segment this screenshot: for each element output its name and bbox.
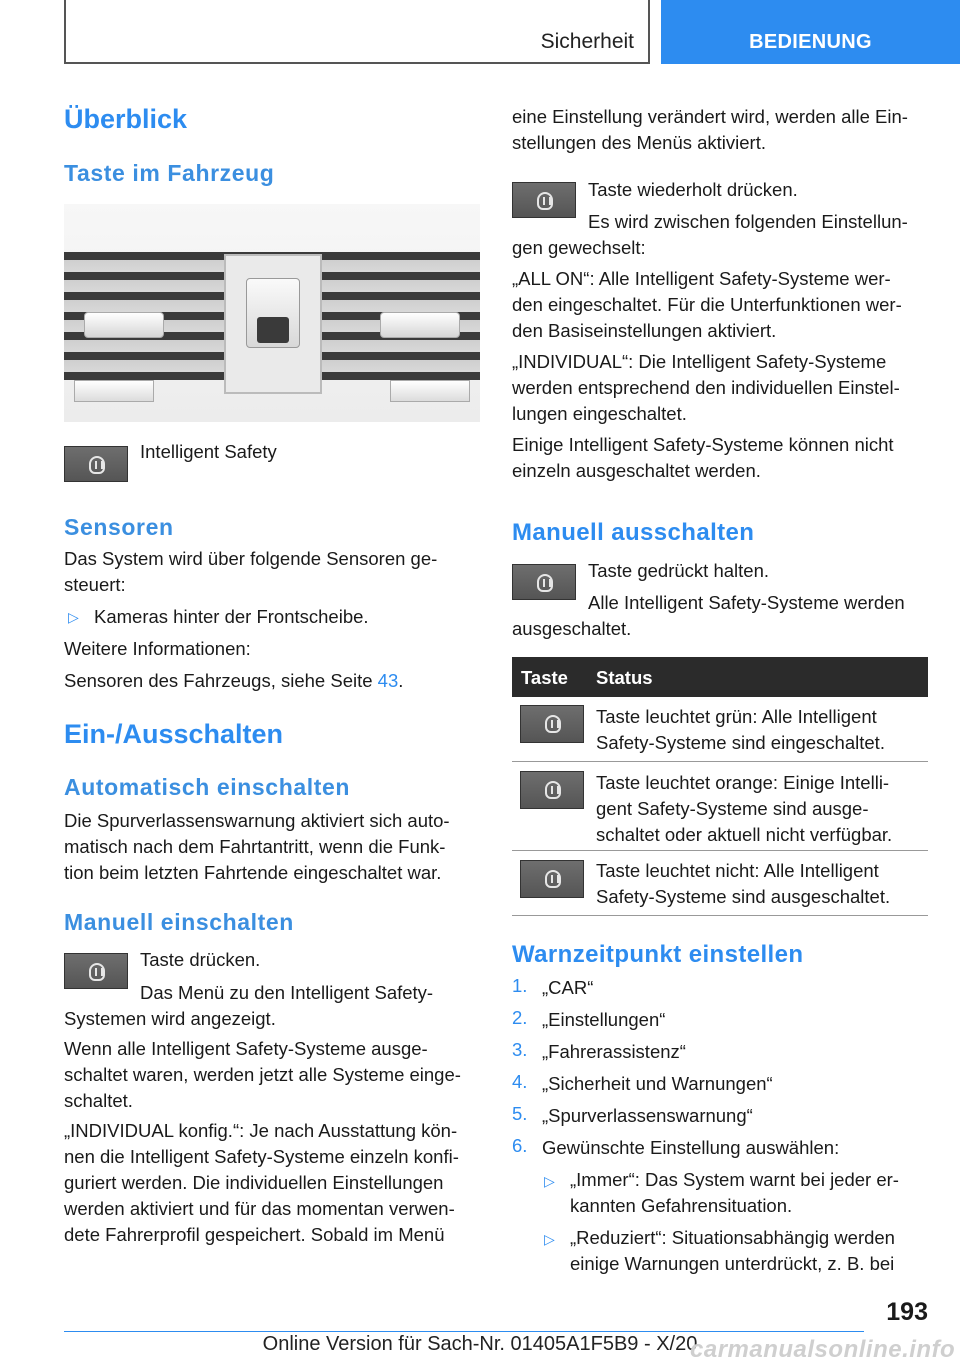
table-cell-status: schaltet oder aktuell nicht verfügbar.	[596, 824, 893, 845]
intelligent-safety-icon	[64, 953, 128, 989]
sub-option-text: „Reduziert“: Situationsabhängig werden	[570, 1227, 895, 1248]
manual-on-text: Das Menü zu den Intelligent Safety-	[140, 982, 434, 1003]
intelligent-safety-button	[246, 278, 300, 348]
intelligent-safety-icon	[520, 860, 584, 898]
chapter-tab-label: BEDIENUNG	[749, 31, 872, 53]
body-text: eine Einstellung verändert wird, werden alle Ein-	[512, 106, 908, 127]
step-number: 4.	[512, 1071, 528, 1092]
manual-on-text: werden aktiviert und für das momentan verwen-	[64, 1198, 455, 1219]
table-cell-status: Taste leuchtet grün: Alle Intelligent	[596, 706, 877, 727]
step-number: 2.	[512, 1007, 528, 1028]
body-text: „ALL ON“: Alle Intelligent Safety-Systeme wer-	[512, 268, 891, 289]
table-row	[512, 851, 928, 916]
manual-on-text: guriert werden. Die individuellen Einstellungen	[64, 1172, 444, 1193]
section-title-box	[64, 0, 650, 64]
step-number: 1.	[512, 975, 528, 996]
body-text: Es wird zwischen folgenden Einstellun-	[588, 211, 908, 232]
step-text: „Sicherheit und Warnungen“	[542, 1073, 773, 1094]
manual-on-text: Wenn alle Intelligent Safety-Systeme ausge-	[64, 1038, 428, 1059]
table-row	[512, 697, 928, 762]
vent-lower-left	[74, 380, 154, 402]
sensors-text: steuert:	[64, 574, 126, 595]
auto-text: tion beim letzten Fahrtende eingeschaltet war.	[64, 862, 442, 883]
page-link[interactable]: 43	[377, 670, 399, 691]
chapter-tab[interactable]	[661, 0, 960, 64]
body-text: Einige Intelligent Safety-Systeme können nicht	[512, 434, 894, 455]
body-text: den Basiseinstellungen aktiviert.	[512, 320, 777, 341]
vent-slider-left	[84, 312, 164, 338]
sub-option-text: kannten Gefahrensituation.	[570, 1195, 793, 1216]
intelligent-safety-icon	[520, 771, 584, 809]
see-page-text: Sensoren des Fahrzeugs, siehe Seite	[64, 670, 378, 691]
manual-on-text: schaltet.	[64, 1090, 133, 1111]
manual-on-text: schaltet waren, werden jetzt alle Systeme einge-	[64, 1064, 461, 1085]
table-col-button: Taste	[521, 667, 568, 688]
heading-sensors: Sensoren	[64, 514, 174, 540]
body-text: einzeln ausgeschaltet werden.	[512, 460, 761, 481]
table-row	[512, 762, 928, 851]
heading-manual-on: Manuell einschalten	[64, 909, 294, 935]
step-text: „Spurverlassenswarnung“	[542, 1105, 753, 1126]
see-page-line	[64, 668, 403, 694]
body-text: den eingeschaltet. Für die Unterfunktionen wer-	[512, 294, 902, 315]
bullet-marker: ▷	[68, 609, 79, 625]
page-number: 193	[886, 1298, 928, 1326]
body-text: stellungen des Menüs aktiviert.	[512, 132, 766, 153]
intelligent-safety-icon	[512, 182, 576, 218]
footer-divider	[64, 1331, 864, 1332]
step-number: 3.	[512, 1039, 528, 1060]
manual-off-text: Alle Intelligent Safety-Systeme werden	[588, 592, 905, 613]
body-text: „INDIVIDUAL“: Die Intelligent Safety-Systeme	[512, 351, 887, 372]
vehicle-button-photo	[64, 204, 480, 422]
sensors-text: Das System wird über folgende Sensoren ge-	[64, 548, 438, 569]
manual-off-text: ausgeschaltet.	[512, 618, 632, 639]
more-info-label: Weitere Informationen:	[64, 638, 251, 659]
heading-manual-off: Manuell ausschalten	[512, 519, 755, 546]
heading-auto-on: Automatisch einschalten	[64, 774, 351, 800]
table-cell-status: Safety-Systeme sind ausgeschaltet.	[596, 886, 891, 907]
table-cell-status: Taste leuchtet nicht: Alle Intelligent	[596, 860, 879, 881]
manual-on-text: dete Fahrerprofil gespeichert. Sobald im Menü	[64, 1224, 445, 1245]
heading-button-in-vehicle: Taste im Fahrzeug	[64, 160, 275, 186]
manual-on-text: nen die Intelligent Safety-Systeme einzeln konfi-	[64, 1146, 459, 1167]
step-text: Gewünschte Einstellung auswählen:	[542, 1137, 840, 1158]
intelligent-safety-icon	[520, 705, 584, 743]
manual-off-text: Taste gedrückt halten.	[588, 560, 769, 581]
body-text: gen gewechselt:	[512, 237, 646, 258]
watermark: carmanualsonline.info	[690, 1336, 956, 1362]
sub-option-text: einige Warnungen unterdrückt, z. B. bei	[570, 1253, 895, 1274]
step-text: „Fahrerassistenz“	[542, 1041, 686, 1062]
step-number: 6.	[512, 1135, 528, 1156]
vent-lower-right	[390, 380, 470, 402]
step-number: 5.	[512, 1103, 528, 1124]
auto-text: matisch nach dem Fahrtantritt, wenn die Funk-	[64, 836, 446, 857]
manual-on-text: Systemen wird angezeigt.	[64, 1008, 276, 1029]
bullet-marker: ▷	[544, 1173, 555, 1189]
heading-warning-time: Warnzeitpunkt einstellen	[512, 941, 804, 968]
bullet-marker: ▷	[544, 1231, 555, 1247]
step-text: „CAR“	[542, 977, 594, 998]
body-text: Taste wiederholt drücken.	[588, 179, 798, 200]
vent-slider-right	[380, 312, 460, 338]
intelligent-safety-icon	[64, 446, 128, 482]
table-cell-status: Taste leuchtet orange: Einige Intelli-	[596, 772, 890, 793]
heading-on-off: Ein-/Ausschalten	[64, 719, 284, 749]
body-text: werden entsprechend den individuellen Einstel-	[512, 377, 900, 398]
body-text: lungen eingeschaltet.	[512, 403, 687, 424]
table-col-status: Status	[596, 667, 653, 688]
step-text: „Einstellungen“	[542, 1009, 666, 1030]
footer-online-version: Online Version für Sach-Nr. 01405A1F5B9 - X/20	[262, 1333, 698, 1355]
table-cell-status: gent Safety-Systeme sind ausge-	[596, 798, 869, 819]
auto-text: Die Spurverlassenswarnung aktiviert sich auto-	[64, 810, 450, 831]
intelligent-safety-icon	[257, 317, 289, 343]
manual-on-text: Taste drücken.	[140, 949, 261, 970]
sub-option-text: „Immer“: Das System warnt bei jeder er-	[570, 1169, 899, 1190]
sensors-bullet: Kameras hinter der Frontscheibe.	[94, 606, 369, 627]
heading-overview: Überblick	[64, 104, 188, 134]
section-title: Sicherheit	[540, 30, 634, 53]
intelligent-safety-icon	[512, 564, 576, 600]
see-page-end: .	[398, 670, 404, 691]
manual-on-text: „INDIVIDUAL konfig.“: Je nach Ausstattung kön-	[64, 1120, 458, 1141]
button-caption: Intelligent Safety	[140, 441, 277, 462]
status-table-header	[512, 657, 928, 697]
table-cell-status: Safety-Systeme sind eingeschaltet.	[596, 732, 885, 753]
page-header	[0, 0, 960, 66]
